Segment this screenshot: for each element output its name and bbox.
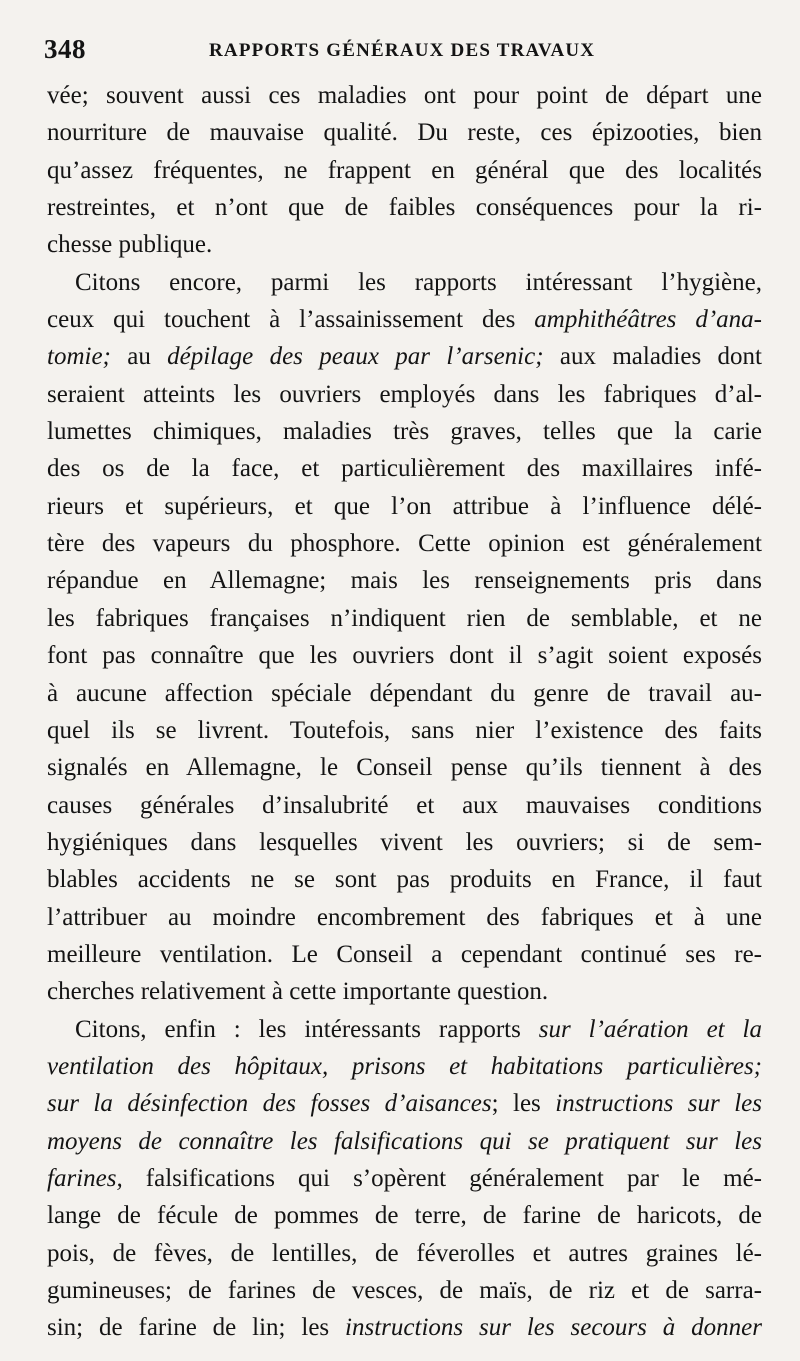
text-segment: quel ils se livrent. Toutefois, sans nier l’existence des faits: [47, 716, 762, 744]
text-line: [47, 1309, 762, 1346]
italic-segment: instructions sur les secours à donner: [345, 1314, 762, 1342]
text-line: [47, 562, 762, 599]
italic-segment: moyens de connaître les falsifications qui se pratiquent sur les: [47, 1127, 762, 1155]
italic-segment: farines,: [47, 1164, 123, 1192]
italic-segment: tomie;: [47, 343, 111, 371]
text-line: [47, 114, 762, 151]
italic-segment: amphithéâtres d’ana-: [534, 306, 763, 334]
text-segment: rieurs et supérieurs, et que l’on attribue à l’influence délé-: [47, 492, 762, 520]
text-segment: aux maladies dont: [543, 343, 762, 371]
italic-segment: sur la désinfection des fosses d’aisances: [47, 1090, 492, 1118]
text-line: [47, 600, 762, 637]
text-segment: Citons encore, parmi les rapports intéressant l’hygiène,: [75, 268, 762, 296]
text-segment: l’attribuer au moindre encombrement des fabriques et à une: [47, 903, 762, 931]
text-segment: restreintes, et n’ont que de faibles conséquences pour la ri-: [47, 194, 762, 222]
page-header: [44, 34, 760, 68]
text-segment: Citons, enfin : les intéressants rapports: [75, 1015, 539, 1043]
body-text: [47, 77, 762, 1347]
text-line: [47, 226, 762, 263]
text-line: [47, 749, 762, 786]
text-line: [47, 712, 762, 749]
italic-segment: ventilation des hôpitaux, prisons et habitations particulières;: [47, 1052, 762, 1080]
text-segment: qu’assez fréquentes, ne frappent en général que des localités: [47, 156, 762, 184]
text-line: [47, 413, 762, 450]
text-line: [47, 1197, 762, 1234]
italic-segment: sur l’aération et la: [538, 1015, 762, 1043]
text-line: [47, 152, 762, 189]
text-line: [47, 861, 762, 898]
text-segment: falsifications qui s’opèrent généralement par le mé-: [122, 1164, 762, 1192]
text-line: [47, 675, 762, 712]
text-segment: vée; souvent aussi ces maladies ont pour point de départ une: [47, 82, 762, 109]
text-segment: blables accidents ne se sont pas produits en France, il faut: [47, 866, 762, 894]
text-line: [47, 376, 762, 413]
italic-segment: instructions sur les: [555, 1090, 763, 1118]
text-segment: répandue en Allemagne; mais les renseignements pris dans: [47, 567, 762, 595]
running-title: RAPPORTS GÉNÉRAUX DES TRAVAUX: [209, 40, 596, 61]
text-line: [47, 1011, 762, 1048]
text-line: [47, 1272, 762, 1309]
text-segment: ceux qui touchent à l’assainissement des: [47, 306, 535, 334]
text-line: [47, 1085, 762, 1122]
text-segment: ; les: [491, 1090, 556, 1118]
text-segment: seraient atteints les ouvriers employés dans les fabriques d’al-: [47, 380, 762, 408]
text-line: [47, 637, 762, 674]
text-line: [47, 1160, 762, 1197]
text-segment: font pas connaître que les ouvriers dont il s’agit soient exposés: [47, 642, 762, 670]
text-segment: causes générales d’insalubrité et aux mauvaises conditions: [47, 791, 762, 819]
text-segment: signalés en Allemagne, le Conseil pense qu’ils tiennent à des: [47, 754, 762, 782]
text-segment: pois, de fèves, de lentilles, de féverolles et autres graines lé-: [47, 1239, 762, 1267]
text-line: [47, 787, 762, 824]
text-segment: hygiéniques dans lesquelles vivent les ouvriers; si de sem-: [47, 828, 762, 856]
text-segment: tère des vapeurs du phosphore. Cette opinion est généralement: [47, 530, 762, 558]
text-segment: lange de fécule de pommes de terre, de farine de haricots, de: [47, 1202, 762, 1230]
text-segment: meilleure ventilation. Le Conseil a cependant continué ses re-: [47, 940, 762, 968]
text-segment: lumettes chimiques, maladies très graves, telles que la carie: [47, 418, 762, 446]
text-line: [47, 264, 762, 301]
text-line: [47, 189, 762, 226]
text-segment: cherches relativement à cette importante question.: [47, 978, 549, 1006]
text-segment: au: [110, 343, 168, 371]
text-segment: sin; de farine de lin; les: [47, 1314, 346, 1342]
text-segment: nourriture de mauvaise qualité. Du reste, ces épizooties, bien: [47, 119, 762, 147]
text-line: [47, 973, 762, 1010]
text-line: [47, 525, 762, 562]
text-line: [47, 1123, 762, 1160]
text-line: [47, 77, 762, 114]
text-line: [47, 936, 762, 973]
text-line: [47, 450, 762, 487]
page-number: 348: [44, 34, 86, 64]
italic-segment: dépilage des peaux par l’arsenic;: [167, 343, 544, 371]
text-segment: les fabriques françaises n’indiquent rien de semblable, et ne: [47, 604, 762, 632]
text-segment: gumineuses; de farines de vesces, de maïs, de riz et de sarra-: [47, 1277, 762, 1304]
text-line: [47, 1048, 762, 1085]
text-line: [47, 899, 762, 936]
text-line: [47, 824, 762, 861]
text-segment: à aucune affection spéciale dépendant du genre de travail au-: [47, 679, 762, 707]
text-line: [47, 301, 762, 338]
text-line: [47, 1235, 762, 1272]
text-line: [47, 338, 762, 375]
text-line: [47, 488, 762, 525]
text-segment: des os de la face, et particulièrement des maxillaires infé-: [47, 455, 762, 483]
text-segment: chesse publique.: [47, 231, 213, 259]
